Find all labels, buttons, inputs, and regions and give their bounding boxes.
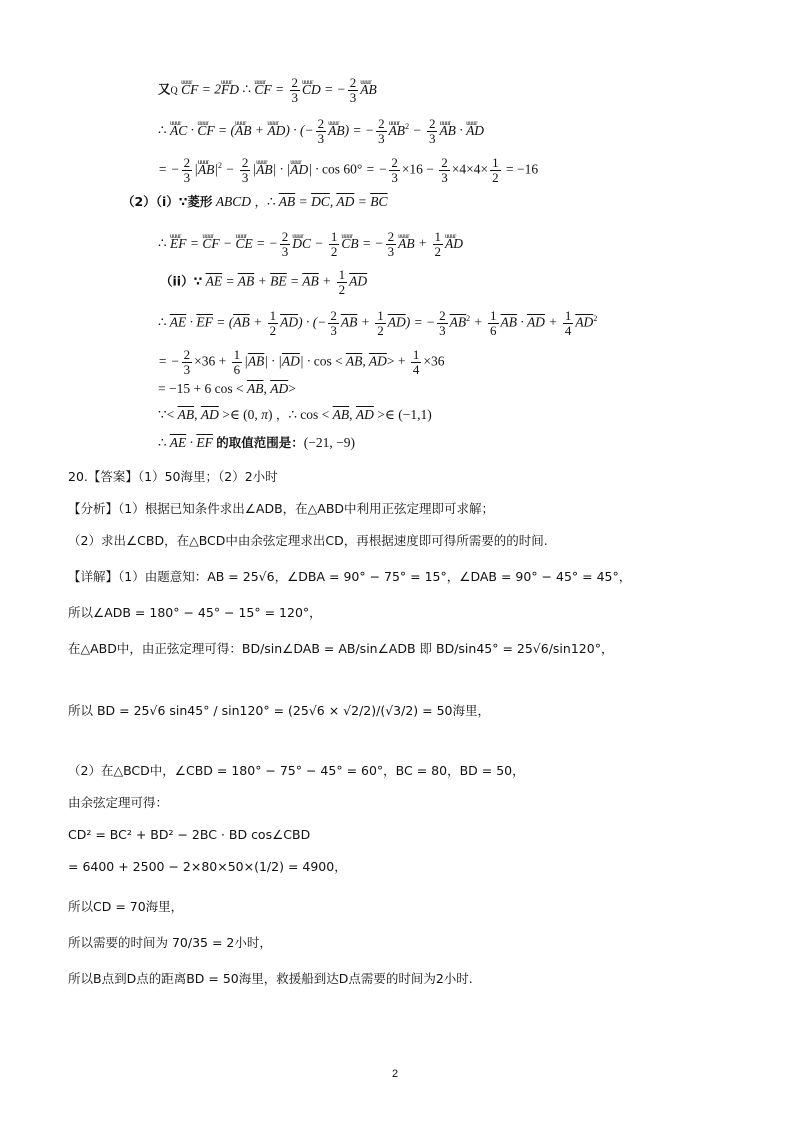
- part2-ii-conclusion: ∴ $\overline{AE} \cdot \overline{EF}$ 的取值范围是：(−21, −9): [158, 435, 355, 450]
- q20-detail-9: 所以CD = 70海里，: [68, 899, 184, 914]
- q20-detail-5: （2）在△BCD中，∠CBD = 180° − 75° − 45° = 60°，BC = 80，BD = 50，: [68, 763, 525, 778]
- part2-ii-line-2: = − $\frac{2}{3}$ ×36 + $\frac{1}{6}$ $|\overline{AB}| \cdot |\overline{AD}| \cdot \cos < \overline{AB}$, $\overline{AD}>$ + $\frac{1}{4}$ ×36: [158, 347, 445, 377]
- q20-analysis-2: （2）求出∠CBD，在△BCD中由余弦定理求出CD，再根据速度即可得所需要的的时间.: [68, 533, 548, 548]
- q20-detail-8: = 6400 + 2500 − 2×80×50×(1/2) = 4900，: [68, 859, 347, 874]
- q20-answer: 20.【答案】（1）50海里；（2）2小时: [68, 469, 278, 484]
- part2-ii-line-4: ∵< $\overline{AB}$, $\overline{AD}$ >∈ (0, π) ，∴ $\cos < \overline{AB}$, $\overline{AD}$ >∈ (−1,1): [158, 407, 432, 422]
- solution-line-2: ∴ uuur AC · uuur CF = (uuur AB + uuur AD) · (− $\frac{2}{3}$ uuur AB) = − $\frac{2}{3}$ uuur $AB^2$ − $\frac{2}{3}$ uuur AB · uuur AD: [158, 117, 484, 146]
- q20-detail-1: 【详解】（1）由题意知：AB = 25√6，∠DBA = 90° − 75° = 15°，∠DAB = 90° − 45° = 45°，: [68, 569, 632, 584]
- q20-detail-2: 所以∠ADB = 180° − 45° − 15° = 120°，: [68, 605, 322, 620]
- part2-ii-heading: （ii）∵ $\overline{AE} = \overline{AB} + \overline{BE} = \overline{AB}$ + $\frac{1}{2}$ $\overline{AD}$: [160, 267, 368, 297]
- part2-heading: （2）（i）∵菱形 ABCD ，∴ $\overline{AB} = \overline{DC}$, $\overline{AD} = \overline{BC}$: [122, 194, 388, 209]
- solution-line-3: = − $\frac{2}{3}$ |uuur $AB|^2$ − $\frac{2}{3}$ |uuur AB| · |uuur AD| · cos 60° = − $\frac{2}{3}$ ×16 − $\frac{2}{3}$ ×4×4× $\frac{1}{2}$ = −16: [158, 156, 538, 185]
- q20-analysis-1: 【分析】（1）根据已知条件求出∠ADB，在△ABD中利用正弦定理即可求解；: [68, 501, 495, 516]
- q20-detail-11: 所以B点到D点的距离BD = 50海里，救援船到达D点需要的时间为2小时.: [68, 971, 473, 986]
- q20-detail-4: 所以 BD = 25√6 sin45° / sin120° = (25√6 × √2/2)/(√3/2) = 50海里，: [68, 703, 491, 718]
- part2-i-line: ∴ uuur EF = uuur CF − uuur CE = − $\frac{2}{3}$ uuur DC − $\frac{1}{2}$ uuur CB = − $\frac{2}{3}$ uuur AB + $\frac{1}{2}$ uuur AD: [158, 230, 463, 259]
- part2-ii-line-1: ∴ $\overline{AE} \cdot \overline{EF} = (\overline{AB}$ + $\frac{1}{2}$ $\overline{AD}$) · (− $\frac{2}{3}$ $\overline{AB}$ + $\frac{1}{2}$ $\overline{AD}$) = − $\frac{2}{3}$ $\overline{AB}^2$ + $\frac{1}{6}$ $\overline{AB} \cdot \overline{AD}$ + $\frac{1}{4}$ $\overline{AD}^2$: [158, 308, 598, 338]
- page-number: 2: [392, 1068, 399, 1080]
- q20-detail-6: 由余弦定理可得：: [68, 795, 169, 810]
- q20-detail-7: CD² = BC² + BD² − 2BC · BD cos∠CBD: [68, 827, 311, 842]
- part2-ii-line-3: = −15 + 6 $\cos < \overline{AB}$, $\overline{AD}>$: [158, 381, 296, 396]
- solution-line-1: 又Q uuur CF = 2uuur FD ∴ uuur CF = $\frac{2}{3}$ uuur CD = − $\frac{2}{3}$ uuur AB: [158, 76, 377, 105]
- q20-detail-3: 在△ABD中，由正弦定理可得：BD/sin∠DAB = AB/sin∠ADB 即 BD/sin45° = 25√6/sin120°，: [68, 641, 614, 656]
- q20-detail-10: 所以需要的时间为 70/35 = 2小时，: [68, 935, 272, 950]
